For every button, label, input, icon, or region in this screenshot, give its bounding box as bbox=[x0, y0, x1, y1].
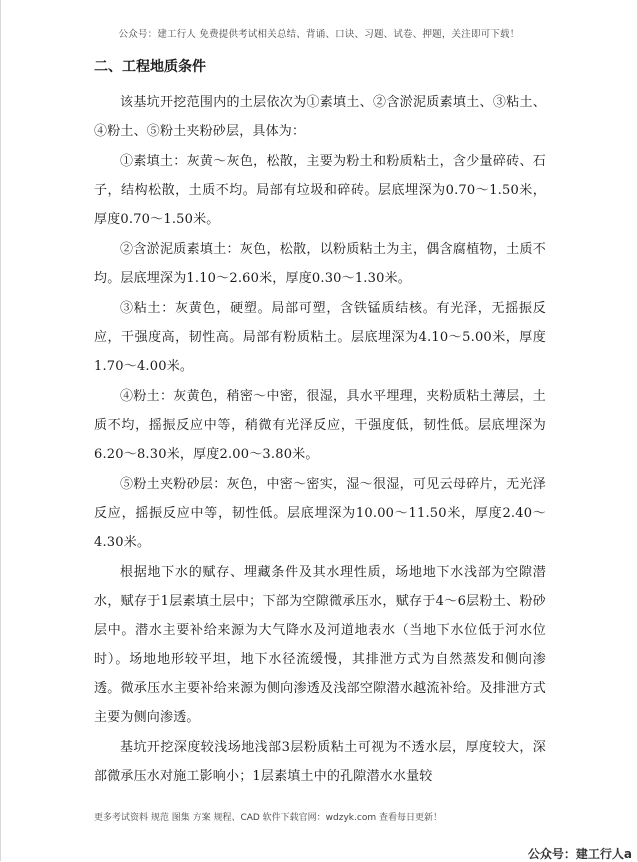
layer-paragraph-4: ④粉土：灰黄色，稍密～中密，很湿，具水平埋理，夹粉质粘土薄层，土质不均，摇振反应中等，稍微有光泽反应，干强度低，韧性低。层底埋深为6.20～8.30米，厚度2.00～3.80米。 bbox=[94, 389, 546, 462]
layer-paragraph-1: ①素填土：灰黄～灰色，松散，主要为粉土和粉质粘土，含少量碎砖、石子，结构松散，土质不均。局部有垃圾和碎砖。层底埋深为0.70～1.50米，厚度0.70～1.50米。 bbox=[94, 154, 546, 227]
document-content bbox=[94, 54, 546, 792]
intro-paragraph: 该基坑开挖范围内的土层依次为①素填土、②含淤泥质素填土、③粘土、④粉土、⑤粉土夹粉砂层，具体为： bbox=[94, 95, 546, 139]
groundwater-paragraph: 根据地下水的赋存、埋藏条件及其水理性质，场地地下水浅部为空隙潜水，赋存于1层素填土层中；下部为空隙微承压水，赋存于4～6层粉土、粉砂层中。潜水主要补给来源为大气降水及河道地表水（当地下水位低于河水位时）。场地地形较平坦，地下水径流缓慢，其排泄方式为自然蒸发和侧向渗透。微承压水主要补给来源为侧向渗透及浅部空隙潜水越流补给。及排泄方式主要为侧向渗透。 bbox=[94, 565, 546, 725]
footer-links[interactable]: 更多考试资料 规范 图集 方案 规程、CAD 软件下载官网：wdzyk.com 查看每日更新！ bbox=[94, 813, 442, 823]
excavation-paragraph: 基坑开挖深度较浅场地浅部3层粉质粘土可视为不透水层，厚度较大，深部微承压水对施工影响小；1层素填土中的孔隙潜水水量较 bbox=[94, 740, 546, 784]
layer-paragraph-3: ③粘土：灰黄色，硬塑。局部可塑，含铁锰质结核。有光泽，无摇振反应，干强度高，韧性高。局部有粉质粘土。层底埋深为4.10～5.00米，厚度1.70～4.00米。 bbox=[94, 301, 546, 374]
section-heading: 二、工程地质条件 bbox=[94, 59, 206, 75]
footer-brand: 公众号：建工行人a bbox=[527, 847, 632, 861]
header-note: 公众号：建工行人 免费提供考试相关总结、背诵、口诀、习题、试卷、押题，关注即可下载！ bbox=[118, 29, 520, 40]
layer-paragraph-5: ⑤粉土夹粉砂层：灰色，中密～密实，湿～很湿，可见云母碎片，无光泽反应，摇振反应中等，韧性低。层底埋深为10.00～11.50米，厚度2.40～4.30米。 bbox=[94, 477, 546, 550]
layer-paragraph-2: ②含淤泥质素填土：灰色，松散，以粉质粘土为主，偶含腐植物，土质不均。层底埋深为1.10～2.60米，厚度0.30～1.30米。 bbox=[94, 242, 546, 286]
